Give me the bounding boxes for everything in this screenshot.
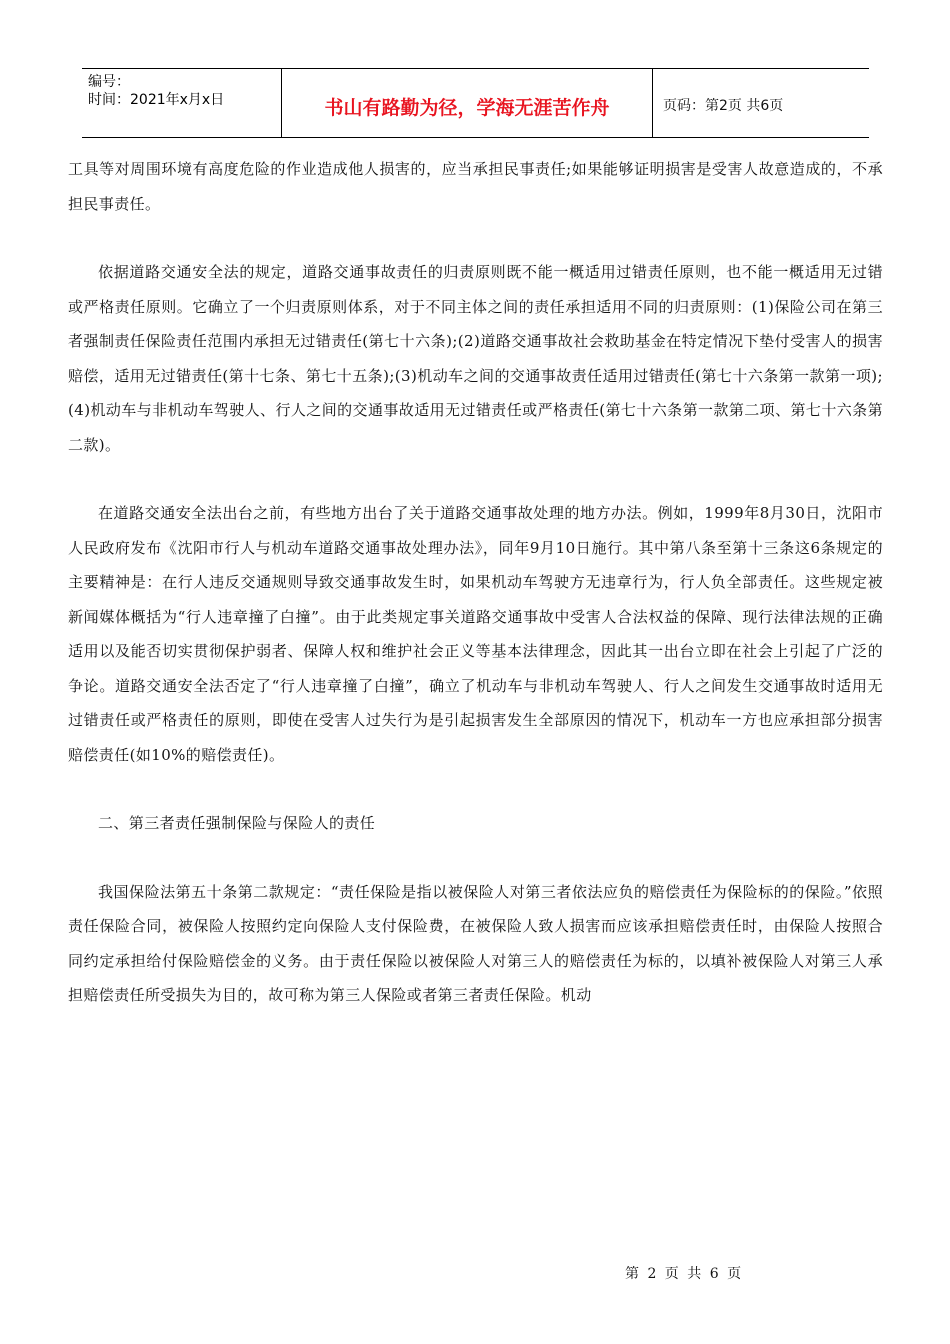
page-header: [82, 68, 869, 138]
document-body: [68, 152, 883, 1047]
page-footer: 第 2 页 共 6 页: [625, 1266, 744, 1282]
paragraph-shenyang-rules: 在道路交通安全法出台之前，有些地方出台了关于道路交通事故处理的地方办法。例如，1999年8月30日，沈阳市人民政府发布《沈阳市行人与机动车道路交通事故处理办法》，同年9月10日施行。其中第八条至第十三条这6条规定的主要精神是：在行人违反交通规则导致交通事故发生时，如果机动车驾驶方无违章行为，行人负全部责任。这些规定被新闻媒体概括为“行人违章撞了白撞”。由于此类规定事关道路交通事故中受害人合法权益的保障、现行法律法规的正确适用以及能否切实贯彻保护弱者、保障人权和维护社会正义等基本法律理念，因此其一出台立即在社会上引起了广泛的争论。道路交通安全法否定了“行人违章撞了白撞”，确立了机动车与非机动车驾驶人、行人之间发生交通事故时适用无过错责任或严格责任的原则，即使在受害人过失行为是引起损害发生全部原因的情况下，机动车一方也应承担部分损害赔偿责任(如10%的赔偿责任)。: [68, 504, 883, 764]
paragraph-insurance-law: 我国保险法第五十条第二款规定：“责任保险是指以被保险人对第三者依法应负的赔偿责任为保险标的的保险。”依照责任保险合同，被保险人按照约定向保险人支付保险费，在被保险人致人损害而应该承担赔偿责任时，由保险人按照合同约定承担给付保险赔偿金的义务。由于责任保险以被保险人对第三人的赔偿责任为标的，以填补被保险人对第三人承担赔偿责任所受损失为目的，故可称为第三人保险或者第三者责任保险。机动: [68, 882, 883, 1004]
header-page-info: 页码：第2页 共6页: [663, 98, 784, 114]
header-motto: 书山有路勤为径，学海无涯苦作舟: [282, 69, 653, 137]
paragraph-liability-principles: 依据道路交通安全法的规定，道路交通事故责任的归责原则既不能一概适用过错责任原则，也不能一概适用无过错或严格责任原则。它确立了一个归责原则体系，对于不同主体之间的责任承担适用不同的归责原则：(1)保险公司在第三者强制责任保险责任范围内承担无过错责任(第七十六条);(2)道路交通事故社会救助基金在特定情况下垫付受害人的损害赔偿，适用无过错责任(第十七条、第七十五条);(3)机动车之间的交通事故责任适用过错责任(第七十六条第一款第一项);(4)机动车与非机动车驾驶人、行人之间的交通事故适用无过错责任或严格责任(第七十六条第一款第二项、第七十六条第二款)。: [68, 263, 883, 454]
paragraph-continuation: 工具等对周围环境有高度危险的作业造成他人损害的，应当承担民事责任;如果能够证明损害是受害人故意造成的，不承担民事责任。: [68, 160, 883, 213]
header-meta: [82, 69, 282, 137]
document-time-label: 时间：2021年x月x日: [88, 92, 225, 108]
section-heading: 二、第三者责任强制保险与保险人的责任: [98, 814, 376, 832]
document-number-label: 编号：: [88, 74, 130, 90]
